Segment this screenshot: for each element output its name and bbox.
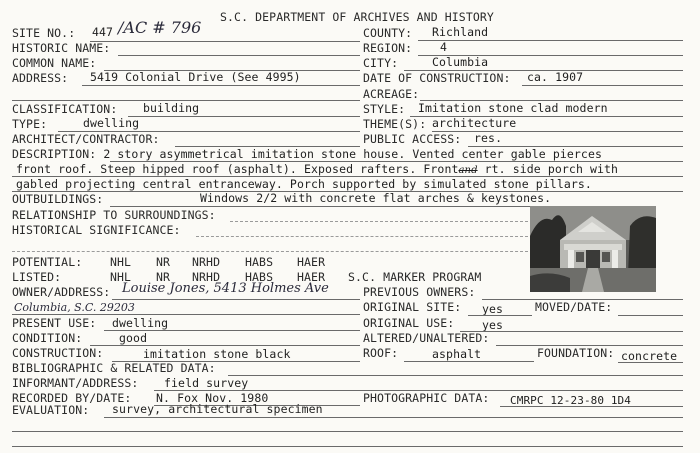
city-label: CITY: (363, 56, 399, 70)
previous-owners-label: PREVIOUS OWNERS: (363, 285, 476, 299)
historic-name-line (118, 55, 360, 56)
address-label: ADDRESS: (12, 71, 69, 85)
owner-label: OWNER/ADDRESS: (12, 285, 111, 299)
potential-option-habs: HABS (245, 255, 274, 269)
description-label: DESCRIPTION: 2 story asymmetrical imitation stone house. Vented center gable pierces (12, 147, 603, 161)
original-use-value: yes (482, 318, 504, 332)
date-of-construction-label: DATE OF CONSTRUCTION: (363, 71, 511, 85)
roof-value: asphalt (432, 347, 482, 361)
photographic-data-label: PHOTOGRAPHIC DATA: (363, 391, 490, 405)
county-label: COUNTY: (363, 26, 413, 40)
moved-date-line (618, 315, 683, 316)
classification-value: building (143, 101, 200, 115)
potential-option-nrhd: NRHD (192, 255, 221, 269)
construction-label: CONSTRUCTION: (12, 346, 104, 360)
altered-label: ALTERED/UNALTERED: (363, 331, 490, 345)
original-site-line (468, 315, 532, 316)
classification-line (128, 116, 360, 117)
blank-line-bottom-1 (12, 431, 683, 432)
condition-value: good (119, 331, 148, 345)
original-use-line (460, 331, 683, 332)
county-line (418, 40, 683, 41)
architect-label: ARCHITECT/CONTRACTOR: (12, 132, 160, 146)
foundation-label: FOUNDATION: (537, 346, 615, 360)
site-no-label: SITE NO.: (12, 26, 76, 40)
foundation-value: concrete (621, 349, 678, 363)
potential-option-nr: NR (156, 255, 171, 269)
owner-line-2 (12, 314, 360, 315)
themes-value: architecture (432, 116, 517, 130)
listed-option-habs: HABS (245, 270, 274, 284)
listed-option-nrhd: NRHD (192, 270, 221, 284)
acreage-label: ACREAGE: (363, 87, 420, 101)
outbuildings-label: OUTBUILDINGS: (12, 192, 104, 206)
site-no-line (90, 41, 360, 42)
photographic-data-line (500, 406, 683, 407)
roof-line (404, 361, 534, 362)
condition-label: CONDITION: (12, 331, 83, 345)
site-no-value: 447 (92, 25, 114, 39)
region-label: REGION: (363, 41, 413, 55)
original-site-value: yes (482, 302, 504, 316)
address-value: 5419 Colonial Drive (See 4995) (90, 70, 301, 84)
blank-line-bottom-2 (12, 446, 683, 447)
relationship-line (230, 221, 528, 222)
roof-label: ROOF: (363, 346, 399, 360)
themes-label: THEME(S): (363, 117, 427, 131)
county-value: Richland (432, 25, 489, 39)
common-name-label: COMMON NAME: (12, 56, 97, 70)
informant-label: INFORMANT/ADDRESS: (12, 376, 139, 390)
recorded-by-value: N. Fox Nov. 1980 (156, 391, 269, 405)
recorded-by-label: RECORDED BY/DATE: (12, 391, 132, 405)
address-line (82, 85, 360, 86)
informant-value: field survey (164, 376, 249, 390)
region-value: 4 (440, 40, 448, 54)
evaluation-value: survey, architectural specimen (112, 402, 323, 416)
description-text-3: gabled projecting central entranceway. Porch supported by simulated stone pillars. (16, 177, 592, 191)
potential-option-haer: HAER (297, 255, 326, 269)
relationship-label: RELATIONSHIP TO SURROUNDINGS: (12, 208, 216, 222)
bibliographic-line (228, 375, 683, 376)
type-value: dwelling (83, 116, 140, 130)
potential-option-nhl: NHL (110, 255, 132, 269)
historical-significance-line (196, 236, 528, 237)
present-use-value: dwelling (112, 316, 169, 330)
city-value: Columbia (432, 55, 489, 69)
owner-value-line-2: Columbia, S.C. 29203 (14, 301, 135, 314)
photographic-data-value: CMRPC 12-23-80 1D4 (510, 394, 632, 407)
historical-significance-label: HISTORICAL SIGNIFICANCE: (12, 223, 181, 237)
public-access-value: res. (474, 131, 503, 145)
condition-line (90, 345, 360, 346)
foundation-line (618, 362, 683, 363)
historic-name-label: HISTORIC NAME: (12, 41, 111, 55)
moved-date-label: MOVED/DATE: (535, 300, 613, 314)
description-text-2: front roof. Steep hipped roof (asphalt). Exposed rafters. Frontand rt. side porch with (16, 162, 619, 176)
owner-line-1 (112, 299, 360, 300)
classification-label: CLASSIFICATION: (12, 102, 118, 116)
listed-option-haer: HAER (297, 270, 326, 284)
marker-program: S.C. MARKER PROGRAM (348, 270, 482, 284)
blank-line (12, 251, 528, 252)
original-use-label: ORIGINAL USE: (363, 316, 455, 330)
potential-label: POTENTIAL: (12, 255, 83, 269)
type-label: TYPE: (12, 117, 48, 131)
listed-option-nr: NR (156, 270, 171, 284)
bibliographic-label: BIBLIOGRAPHIC & RELATED DATA: (12, 361, 216, 375)
evaluation-line (104, 417, 683, 418)
listed-option-nhl: NHL (110, 270, 132, 284)
owner-value-line-1: Louise Jones, 5413 Holmes Ave (122, 281, 329, 296)
public-access-label: PUBLIC ACCESS: (363, 132, 462, 146)
house-photo-image (530, 206, 656, 292)
original-site-label: ORIGINAL SITE: (363, 300, 462, 314)
form-header: S.C. DEPARTMENT OF ARCHIVES AND HISTORY (220, 10, 494, 24)
site-no-handwritten: /AC # 796 (118, 18, 202, 37)
style-label: STYLE: (363, 102, 406, 116)
construction-value: imitation stone black (143, 347, 291, 361)
style-value: Imitation stone clad modern (418, 101, 608, 115)
present-use-label: PRESENT USE: (12, 316, 97, 330)
themes-line (432, 131, 683, 132)
listed-label: LISTED: (12, 270, 62, 284)
evaluation-label: EVALUATION: (12, 403, 90, 417)
house-photo (530, 206, 656, 292)
date-of-construction-value: ca. 1907 (527, 70, 584, 84)
outbuildings-value: Windows 2/2 with concrete flat arches & keystones. (200, 191, 552, 205)
outbuildings-line (110, 206, 530, 207)
date-of-construction-line (522, 85, 683, 86)
